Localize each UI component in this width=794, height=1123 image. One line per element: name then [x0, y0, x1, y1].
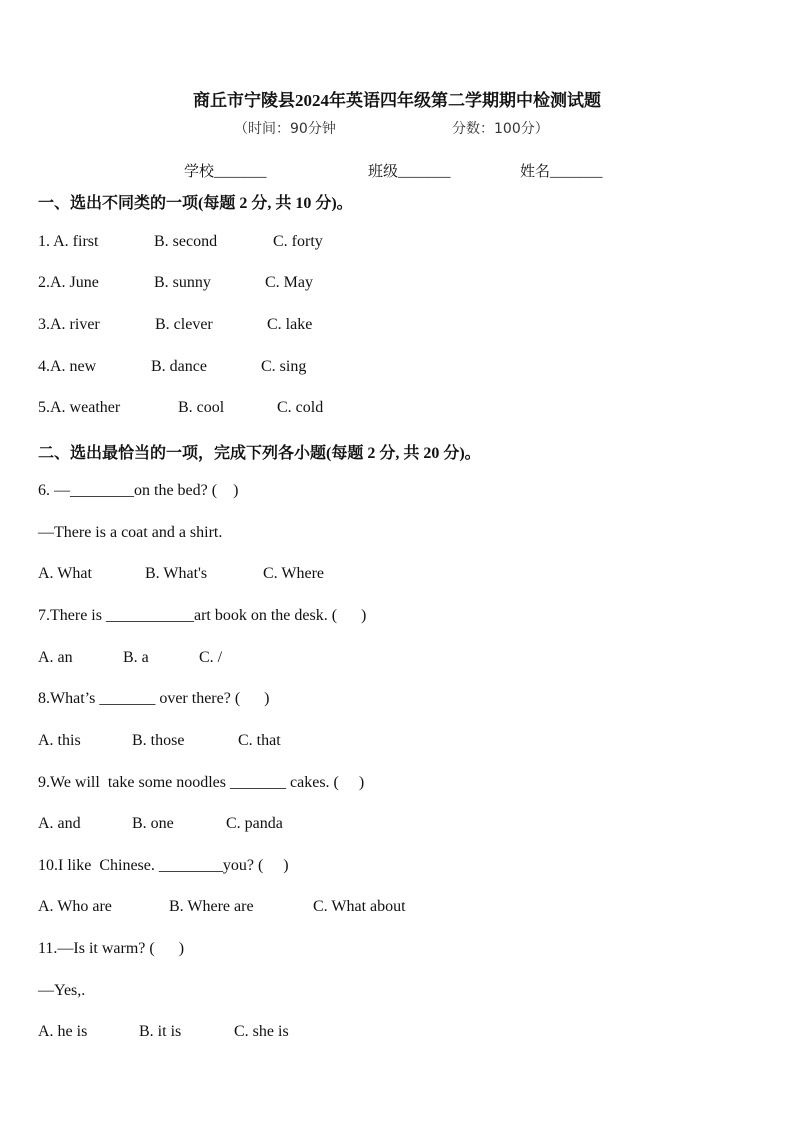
question-7-option-b: B. a	[123, 649, 149, 666]
question-4-option-b: B. dance	[151, 358, 207, 375]
question-10-stem: 10.I like Chinese. ________you? ( )	[38, 857, 289, 874]
question-9-option-b: B. one	[132, 815, 174, 832]
question-7-stem: 7.There is ___________art book on the desk. ( )	[38, 607, 367, 624]
question-1-option-a: 1. A. first	[38, 233, 99, 250]
question-5-option-a: 5.A. weather	[38, 399, 121, 416]
question-9-stem: 9.We will take some noodles _______ cakes. ( )	[38, 774, 365, 791]
question-10-option-c: C. What about	[313, 898, 406, 915]
question-9-option-a: A. and	[38, 815, 81, 832]
question-4-option-a: 4.A. new	[38, 358, 97, 375]
question-6-option-b: B. What's	[145, 565, 208, 582]
question-6-option-a: A. What	[38, 565, 92, 582]
question-9-option-c: C. panda	[226, 815, 283, 832]
question-11-reply: —Yes,.	[38, 982, 86, 999]
question-4-option-c: C. sing	[261, 358, 307, 375]
school-field: 学校_______	[184, 164, 267, 180]
question-11-stem: 11.—Is it warm? ( )	[38, 940, 185, 957]
question-5-option-b: B. cool	[178, 399, 225, 416]
question-1-option-c: C. forty	[273, 233, 323, 250]
section-1-heading: 一、选出不同类的一项(每题 2 分, 共 10 分)。	[38, 195, 353, 212]
page-title: 商丘市宁陵县2024年英语四年级第二学期期中检测试题	[193, 91, 601, 110]
question-6-stem: 6. —________on the bed? ( )	[38, 482, 239, 499]
question-1-option-b: B. second	[154, 233, 218, 250]
question-5-option-c: C. cold	[277, 399, 324, 416]
question-2-option-c: C. May	[265, 274, 313, 291]
question-6-option-c: C. Where	[263, 565, 325, 582]
question-3-option-a: 3.A. river	[38, 316, 100, 333]
question-3-option-b: B. clever	[155, 316, 213, 333]
question-8-option-c: C. that	[238, 732, 281, 749]
question-11-option-a: A. he is	[38, 1023, 88, 1040]
question-8-option-a: A. this	[38, 732, 81, 749]
question-2-option-a: 2.A. June	[38, 274, 99, 291]
question-11-option-c: C. she is	[234, 1023, 289, 1040]
question-6-reply: —There is a coat and a shirt.	[38, 524, 223, 541]
section-2-heading: 二、选出最恰当的一项，完成下列各小题(每题 2 分, 共 20 分)。	[38, 445, 481, 462]
question-8-option-b: B. those	[132, 732, 185, 749]
question-11-option-b: B. it is	[139, 1023, 182, 1040]
question-10-option-a: A. Who are	[38, 898, 112, 915]
question-7-option-a: A. an	[38, 649, 73, 666]
exam-time: （时间：90分钟	[234, 121, 336, 137]
exam-score: 分数：100分）	[452, 121, 549, 137]
question-8-stem: 8.What’s _______ over there? ( )	[38, 690, 270, 707]
question-3-option-c: C. lake	[267, 316, 313, 333]
question-10-option-b: B. Where are	[169, 898, 254, 915]
question-7-option-c: C. /	[199, 649, 223, 666]
name-field: 姓名_______	[520, 164, 603, 180]
question-2-option-b: B. sunny	[154, 274, 211, 291]
class-field: 班级_______	[368, 164, 451, 180]
